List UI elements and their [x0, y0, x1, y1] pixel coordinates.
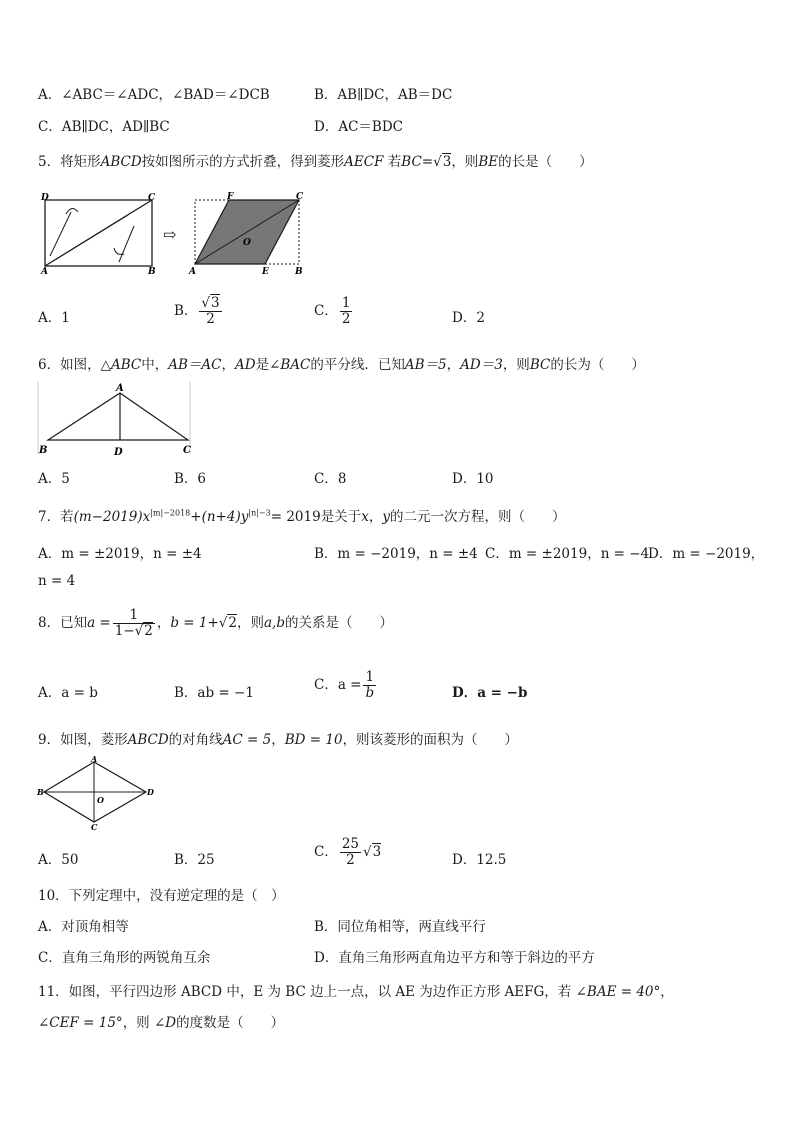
q9-option-c: C． $\frac{25}{2}$ √3	[314, 836, 382, 868]
q9-stem: 9．如图，菱形ABCD的对角线AC = 5，BD = 10，则该菱形的面积为（ ）	[38, 732, 519, 748]
q5-fig-left-label-c: C	[148, 193, 156, 203]
q11-stem-line2: ∠CEF = 15°，则 ∠D的度数是（ ）	[38, 1015, 285, 1031]
q7-option-c: C．m = ±2019，n = −4	[485, 546, 650, 562]
q6-fig-label-d: D	[114, 447, 123, 458]
q5-fig-right-label-c: C	[296, 192, 304, 202]
q9-figure-rhombus	[36, 756, 161, 832]
q8-option-d: D．a = −b	[452, 685, 528, 701]
q9-option-a: A．50	[38, 852, 79, 868]
q9-fig-label-a: A	[91, 756, 98, 764]
q5-figure-rectangle	[36, 190, 166, 276]
q5-fig-right-label-e: E	[262, 267, 269, 276]
q8-stem: 8．已知a = $\frac{1}{1-√2}$ ，b = 1+√2，则a,b的关系是（ ）	[38, 607, 393, 639]
q7-option-a: A．m = ±2019，n = ±4	[38, 546, 202, 562]
q5-fig-right-label-a: A	[189, 267, 196, 276]
q10-option-d: D．直角三角形两直角边平方和等于斜边的平方	[314, 950, 595, 966]
q6-option-d: D．10	[452, 471, 494, 487]
q4-option-d: D．AC＝BDC	[314, 119, 403, 135]
q5-fig-right-label-b: B	[295, 267, 303, 276]
q5-fig-left-label-a: A	[41, 267, 48, 276]
q7-option-d-continued: n = 4	[38, 573, 76, 589]
q6-fig-label-a: A	[116, 383, 124, 394]
q5-option-d: D．2	[452, 310, 485, 326]
q4-option-c: C．AB∥DC，AD∥BC	[38, 119, 170, 135]
q8-option-c: C．a = $\frac{1}{b}$	[314, 669, 375, 701]
q4-option-b: B．AB∥DC，AB＝DC	[314, 87, 453, 103]
q10-option-c: C．直角三角形的两锐角互余	[38, 950, 211, 966]
q11-stem-line1: 11．如图，平行四边形 ABCD 中，E 为 BC 边上一点，以 AE 为边作正方形 AEFG，若 ∠BAE = 40°，	[38, 984, 674, 1000]
q9-option-b: B．25	[174, 852, 215, 868]
q9-fig-label-b: B	[37, 787, 44, 797]
q10-stem: 10．下列定理中，没有逆定理的是（ ）	[38, 888, 285, 904]
q5-fig-right-label-o: O	[243, 238, 251, 248]
q5-option-a: A．1	[38, 310, 70, 326]
q7-option-b: B．m = −2019，n = ±4	[314, 546, 478, 562]
q8-option-b: B．ab = −1	[174, 685, 254, 701]
q7-stem: 7．若$(m-2019)x^{|m|-2018}+(n+4)y^{|n|-3}= 2019$是关于x，y的二元一次方程，则（ ）	[38, 508, 566, 525]
q5-fig-left-label-b: B	[148, 267, 156, 276]
q5-fig-left-label-d: D	[41, 193, 49, 203]
q5-option-b: B． $\frac{√3}{2}$	[174, 295, 220, 327]
q9-option-d: D．12.5	[452, 852, 507, 868]
q9-fig-label-o: O	[97, 795, 104, 805]
q6-figure-triangle	[36, 380, 196, 460]
q10-option-a: A．对顶角相等	[38, 919, 129, 935]
q5-fig-right-label-f: F	[227, 192, 234, 202]
q7-option-d: D．m = −2019，	[648, 546, 765, 562]
q5-stem: 5．将矩形ABCD按如图所示的方式折叠，得到菱形AECF 若BC=√3，则BE的长是（ ）	[38, 154, 593, 170]
q6-fig-label-c: C	[183, 445, 191, 456]
q5-option-c: C． $\frac{1}{2}$	[314, 295, 351, 327]
q9-fig-label-d: D	[147, 787, 154, 797]
q4-option-a: A．∠ABC＝∠ADC，∠BAD＝∠DCB	[38, 87, 270, 103]
q5-figure-rhombus	[185, 190, 310, 276]
q6-option-b: B．6	[174, 471, 207, 487]
q10-option-b: B．同位角相等，两直线平行	[314, 919, 486, 935]
q6-option-a: A．5	[38, 471, 70, 487]
q6-option-c: C．8	[314, 471, 347, 487]
q6-fig-label-b: B	[39, 445, 48, 456]
q8-option-a: A．a = b	[38, 685, 98, 701]
q9-fig-label-c: C	[91, 822, 98, 832]
q6-stem: 6．如图，△ABC中，AB＝AC，AD是∠BAC的平分线．已知AB＝5，AD＝3，则BC的长为（ ）	[38, 357, 645, 373]
fold-arrow-icon: ⇨	[163, 225, 177, 244]
